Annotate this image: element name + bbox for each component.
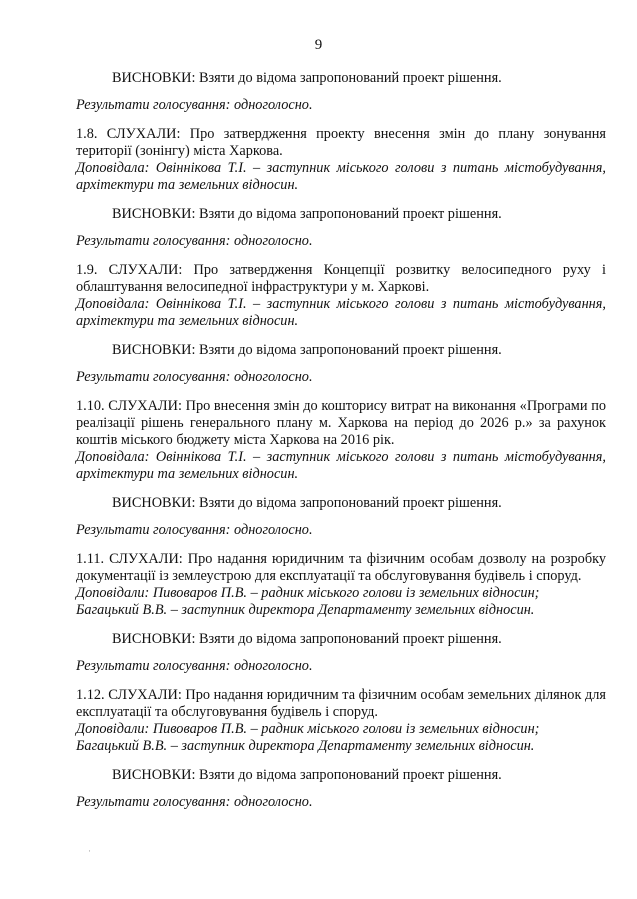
agenda-item-heard: 1.11. СЛУХАЛИ: Про надання юридичним та фізичним особам дозволу на розробку документації із землеустрою для експлуатації та обслуговування будівель і споруд. — [76, 551, 606, 584]
conclusion-text: ВИСНОВКИ: Взяти до відома запропонований проект рішення. — [112, 70, 502, 86]
conclusion-text: ВИСНОВКИ: Взяти до відома запропонований проект рішення. — [112, 342, 502, 358]
reporter-line: Доповідали: Пивоваров П.В. – радник міського голови із земельних відносин; — [76, 585, 540, 601]
minutes-body — [76, 70, 606, 811]
reporter-line: Доповідала: Овіннікова Т.І. – заступник міського голови з питань містобудування, архітектури та земельних відносин. — [76, 296, 606, 329]
agenda-item-heard: 1.9. СЛУХАЛИ: Про затвердження Концепції розвитку велосипедного руху і облаштування велосипедної інфраструктури у м. Харкові. — [76, 262, 606, 295]
reporter-line: Багацький В.В. – заступник директора Департаменту земельних відносин. — [76, 602, 535, 618]
conclusion-text: ВИСНОВКИ: Взяти до відома запропонований проект рішення. — [112, 631, 502, 647]
voting-result: Результати голосування: одноголосно. — [76, 97, 313, 113]
scan-speck: · — [88, 846, 91, 856]
voting-result: Результати голосування: одноголосно. — [76, 794, 313, 810]
reporter-line: Доповідала: Овіннікова Т.І. – заступник міського голови з питань містобудування, архітектури та земельних відносин. — [76, 449, 606, 482]
voting-result: Результати голосування: одноголосно. — [76, 522, 313, 538]
reporter-line: Доповідали: Пивоваров П.В. – радник міського голови із земельних відносин; — [76, 721, 540, 737]
agenda-item-heard: 1.10. СЛУХАЛИ: Про внесення змін до кошторису витрат на виконання «Програми по реалізації рішень генерального плану м. Харкова на період до 2026 р.» за рахунок коштів міського бюджету міста Харкова на 2016 рік. — [76, 398, 606, 448]
agenda-item-heard: 1.12. СЛУХАЛИ: Про надання юридичним та фізичним особам земельних ділянок для експлуатації та обслуговування будівель і споруд. — [76, 687, 606, 720]
reporter-line: Доповідала: Овіннікова Т.І. – заступник міського голови з питань містобудування, архітектури та земельних відносин. — [76, 160, 606, 193]
reporter-line: Багацький В.В. – заступник директора Департаменту земельних відносин. — [76, 738, 535, 754]
voting-result: Результати голосування: одноголосно. — [76, 233, 313, 249]
conclusion-text: ВИСНОВКИ: Взяти до відома запропонований проект рішення. — [112, 206, 502, 222]
conclusion-text: ВИСНОВКИ: Взяти до відома запропонований проект рішення. — [112, 767, 502, 783]
voting-result: Результати голосування: одноголосно. — [76, 369, 313, 385]
conclusion-text: ВИСНОВКИ: Взяти до відома запропонований проект рішення. — [112, 495, 502, 511]
agenda-item-heard: 1.8. СЛУХАЛИ: Про затвердження проекту внесення змін до плану зонування території (зонінгу) міста Харкова. — [76, 126, 606, 159]
voting-result: Результати голосування: одноголосно. — [76, 658, 313, 674]
page-number: 9 — [314, 37, 323, 53]
